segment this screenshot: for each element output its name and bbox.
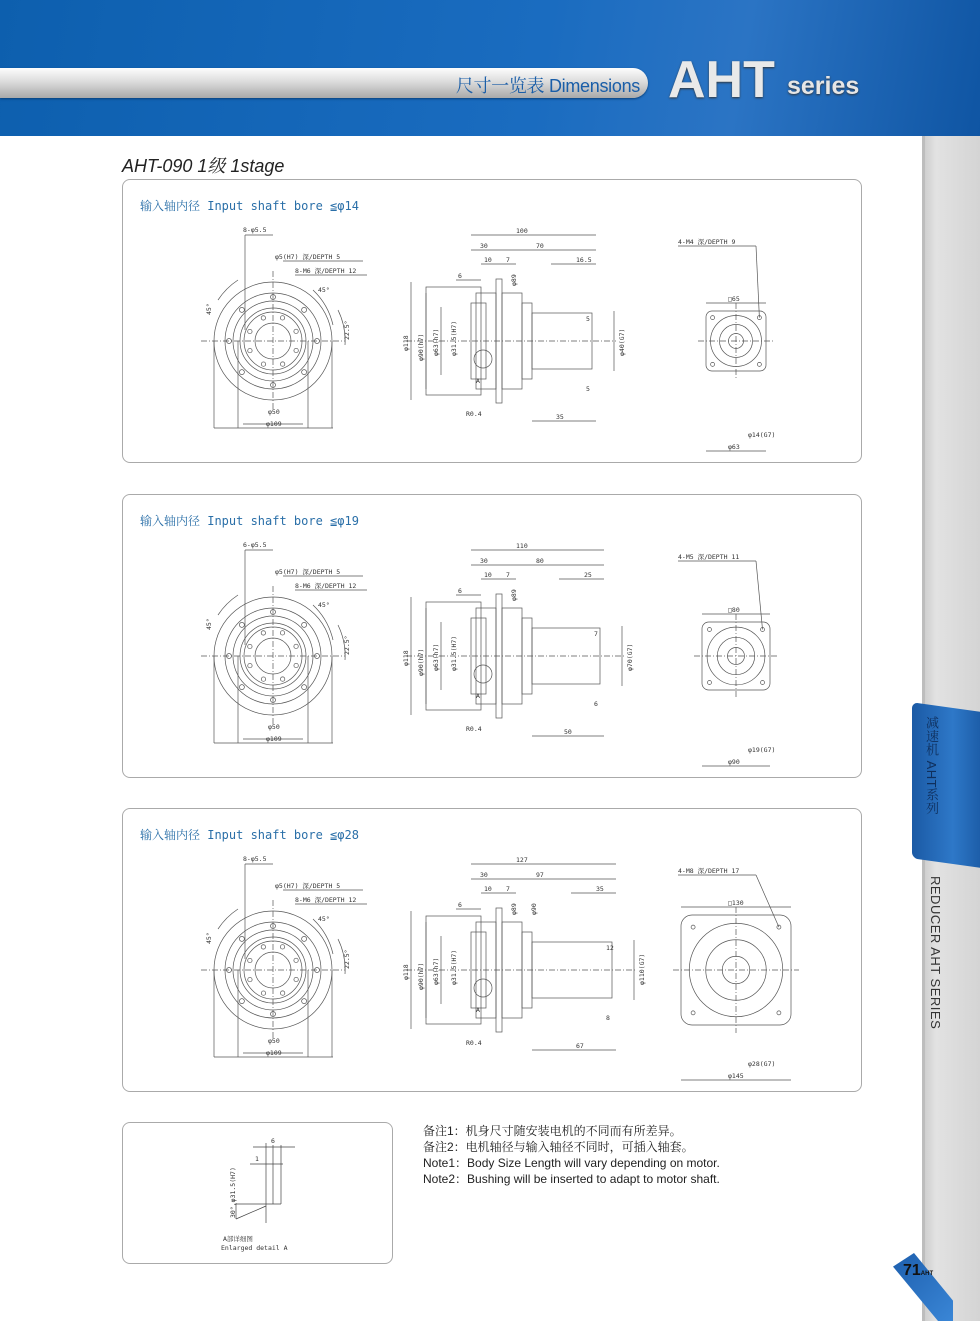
dim-side-l2: 80 (536, 557, 544, 565)
section-title: 尺寸一览表 Dimensions (455, 76, 640, 96)
dim-front-a3: 22.5° (343, 320, 351, 340)
note-2-en: Note2：Bushing will be inserted to adapt to motor shaft. (423, 1172, 720, 1186)
detail-dim-angle: 30°,φ31.5(H7) (229, 1167, 237, 1218)
page-number-sub: AHT (920, 1271, 934, 1277)
dim-side-l6: 35 (596, 885, 604, 893)
dim-front-pin: φ5(H7) 深/DEPTH 5 (275, 882, 341, 890)
dim-side-d63: φ63(h7) (432, 957, 440, 985)
dim-side-dm: φ110(G7) (638, 953, 646, 985)
dim-side-r: R0.4 (466, 410, 482, 418)
dim-side-A: A (476, 1006, 480, 1014)
dim-side-L: 110 (516, 542, 528, 550)
dim-side-l3: 10 (484, 885, 492, 893)
dim-front-a1: 45° (205, 618, 213, 630)
dim-end-sq: □80 (728, 606, 740, 614)
dim-side-d31: φ31.5(H7) (450, 949, 458, 985)
dim-front-a2: 45° (318, 601, 330, 609)
dim-side-d31: φ31.5(H7) (450, 635, 458, 671)
dim-side-r: R0.4 (466, 1039, 482, 1047)
page-number-value: 71 (903, 1262, 921, 1279)
dim-side-l7: 50 (564, 728, 572, 736)
dim-side-L: 127 (516, 856, 528, 864)
dim-end-bore: φ28(G7) (748, 1060, 776, 1068)
dim-side-A: A (476, 377, 480, 385)
detail-dim-6: 6 (271, 1137, 275, 1145)
dim-front-holes: 8-φ5.5 (243, 855, 267, 863)
dim-side-l3: 10 (484, 571, 492, 579)
notes (423, 1123, 720, 1187)
brand-logo: AHT (668, 51, 775, 109)
note-1-cn: 备注1：机身尺寸随安装电机的不同而有所差异。 (423, 1124, 682, 1138)
detail-a-drawing (123, 1123, 394, 1265)
dim-side-d89: φ89 (510, 903, 518, 915)
dim-end-sq: □130 (728, 899, 744, 907)
dim-front-a1: 45° (205, 303, 213, 315)
dim-front-tap: 8-M6 深/DEPTH 12 (295, 896, 357, 904)
dim-side-l1: 30 (480, 871, 488, 879)
dim-side-d118: φ118 (402, 650, 410, 666)
note-1-en: Note1：Body Size Length will vary depending on motor. (423, 1156, 720, 1170)
dim-side-d63: φ63(h7) (432, 328, 440, 356)
dim-side-d89: φ89 (510, 274, 518, 286)
dim-side-A: A (476, 692, 480, 700)
dim-front-a3: 22.5° (343, 635, 351, 655)
dim-side-d90: φ90(h7) (417, 333, 425, 361)
dim-front-d2: φ109 (266, 420, 282, 428)
dim-side-s2: 5 (586, 385, 590, 393)
dim-end-sq: □65 (728, 295, 740, 303)
dim-front-d2: φ109 (266, 735, 282, 743)
dim-end-pcd: φ90 (728, 758, 740, 766)
technical-drawing (123, 809, 863, 1093)
dim-side-d90: φ90(h7) (417, 648, 425, 676)
dim-side-d118: φ118 (402, 964, 410, 980)
dim-front-a3: 22.5° (343, 949, 351, 969)
dim-end-tap: 4-M8 深/DEPTH 17 (678, 867, 740, 875)
dim-end-bore: φ14(G7) (748, 431, 776, 439)
page-title: AHT-090 1级 1stage (122, 156, 285, 176)
dim-front-pin: φ5(H7) 深/DEPTH 5 (275, 253, 341, 261)
section-pill (0, 68, 648, 98)
dim-side-l5: 6 (458, 272, 462, 280)
header-banner (0, 0, 980, 136)
dimension-panel (122, 179, 862, 463)
dim-front-tap: 8-M6 深/DEPTH 12 (295, 582, 357, 590)
dim-end-pcd: φ63 (728, 443, 740, 451)
note-2-cn: 备注2：电机轴径与输入轴径不同时，可插入轴套。 (423, 1140, 694, 1154)
dim-front-tap: 8-M6 深/DEPTH 12 (295, 267, 357, 275)
dim-side-d63: φ63(h7) (432, 643, 440, 671)
detail-caption-en: Enlarged detail A (221, 1244, 288, 1252)
dim-side-l6: 16.5 (576, 256, 592, 264)
dim-side-s1: 12 (606, 944, 614, 952)
dim-side-l3: 10 (484, 256, 492, 264)
dim-side-d31: φ31.5(H7) (450, 320, 458, 356)
dim-end-pcd: φ145 (728, 1072, 744, 1080)
detail-caption-cn: A部详细图 (223, 1235, 253, 1243)
dimension-panel (122, 808, 862, 1092)
dim-front-d1: φ50 (268, 1037, 280, 1045)
dim-side-L: 100 (516, 227, 528, 235)
dimension-panel (122, 494, 862, 778)
dim-side-l4: 7 (506, 571, 510, 579)
dim-side-l1: 30 (480, 557, 488, 565)
dim-front-d1: φ50 (268, 723, 280, 731)
dim-front-pin: φ5(H7) 深/DEPTH 5 (275, 568, 341, 576)
dim-side-l1: 30 (480, 242, 488, 250)
dim-side-l5: 6 (458, 901, 462, 909)
dim-front-d2: φ109 (266, 1049, 282, 1057)
dim-side-dm: φ40(G7) (618, 328, 626, 356)
page-number (903, 1262, 933, 1280)
dim-side-s2: 8 (606, 1014, 610, 1022)
dim-side-d90: φ90(h7) (417, 962, 425, 990)
dim-front-a2: 45° (318, 286, 330, 294)
dim-front-a1: 45° (205, 932, 213, 944)
dim-side-d89: φ89 (510, 589, 518, 601)
dim-end-tap: 4-M4 深/DEPTH 9 (678, 238, 736, 246)
side-tab-cn: 减速机 AHT系列 (924, 716, 939, 816)
technical-drawing (123, 180, 863, 464)
dim-side-l6: 25 (584, 571, 592, 579)
dim-side-s1: 5 (586, 315, 590, 323)
dim-side-l4: 7 (506, 885, 510, 893)
dim-side-d90b: φ90 (530, 903, 538, 915)
dim-side-l4: 7 (506, 256, 510, 264)
dim-end-tap: 4-M5 深/DEPTH 11 (678, 553, 740, 561)
detail-a-panel (122, 1122, 393, 1264)
dim-side-d118: φ118 (402, 335, 410, 351)
dim-front-holes: 8-φ5.5 (243, 226, 267, 234)
dim-side-r: R0.4 (466, 725, 482, 733)
dim-front-d1: φ50 (268, 408, 280, 416)
technical-drawing (123, 495, 863, 779)
panel-title: 输入轴内径 Input shaft bore ≦φ28 (140, 828, 359, 842)
panel-title: 输入轴内径 Input shaft bore ≦φ19 (140, 514, 359, 528)
dim-side-s2: 6 (594, 700, 598, 708)
side-tab-en: REDUCER AHT SERIES (928, 876, 943, 1030)
dim-side-l5: 6 (458, 587, 462, 595)
dim-side-l2: 70 (536, 242, 544, 250)
dim-side-l7: 67 (576, 1042, 584, 1050)
dim-side-l7: 35 (556, 413, 564, 421)
dim-front-a2: 45° (318, 915, 330, 923)
dim-side-s1: 7 (594, 630, 598, 638)
detail-dim-1: 1 (255, 1155, 259, 1163)
brand-series: series (787, 72, 860, 100)
panel-title: 输入轴内径 Input shaft bore ≦φ14 (140, 199, 359, 213)
dim-end-bore: φ19(G7) (748, 746, 776, 754)
dim-side-dm: φ70(G7) (626, 643, 634, 671)
dim-front-holes: 6-φ5.5 (243, 541, 267, 549)
dim-side-l2: 97 (536, 871, 544, 879)
